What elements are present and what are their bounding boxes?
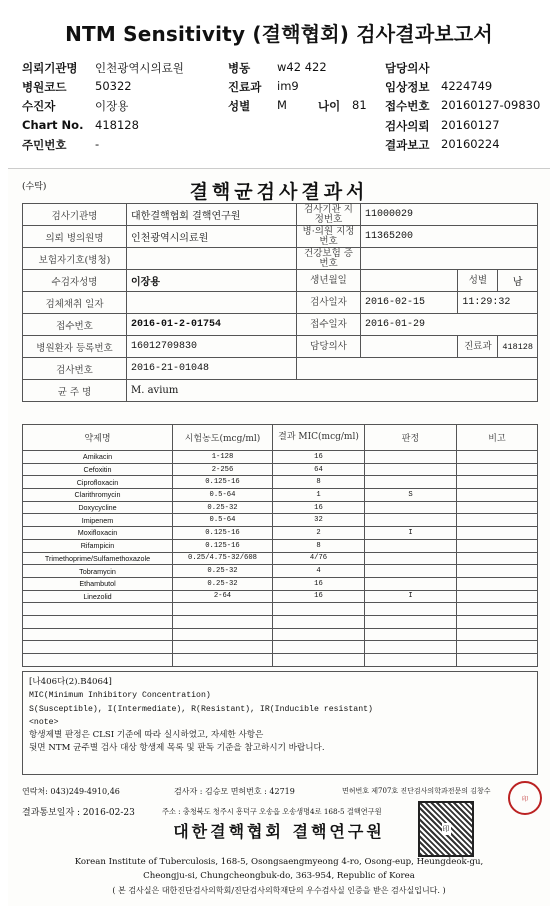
cell-conc: 0.125-16 — [173, 476, 273, 489]
recv-no-value: 2016-01-2-01754 — [127, 314, 297, 336]
birth-value — [361, 270, 458, 292]
cell-conc: 0.5-64 — [173, 489, 273, 502]
receipt-no-label: 접수번호 — [385, 99, 430, 113]
report-tag: (수탁) — [22, 182, 47, 192]
cell-mic: 16 — [273, 577, 365, 590]
table-row — [23, 552, 538, 565]
chart-no-label: Chart No. — [22, 118, 84, 132]
dept-label: 진료과 — [228, 80, 262, 94]
table-row — [23, 577, 538, 590]
cell-note — [457, 654, 538, 667]
test-time-value: 11:29:32 — [458, 292, 538, 314]
test-date-label: 검사일자 — [297, 292, 361, 314]
cell-mic: 4 — [273, 565, 365, 578]
cell-note — [457, 628, 538, 641]
cell-conc: 2-64 — [173, 590, 273, 603]
cell-name — [23, 603, 173, 616]
cell-conc: 1-128 — [173, 451, 273, 464]
cell-judge: I — [365, 527, 457, 540]
doctor-label: 담당의사 — [385, 61, 430, 75]
table-row — [23, 603, 538, 616]
cell-conc: 0.25-32 — [173, 577, 273, 590]
cell-note — [457, 615, 538, 628]
lab-no-label: 검사기관 지정번호 — [297, 204, 361, 226]
cell-conc — [173, 641, 273, 654]
dept-r-label: 진료과 — [458, 336, 498, 358]
cell-mic — [273, 641, 365, 654]
test-date-value: 2016-02-15 — [361, 292, 458, 314]
patient-label: 수진자 — [22, 99, 56, 113]
col-conc: 시험농도(mcg/ml) — [173, 425, 273, 451]
patient-name-label: 수검자성명 — [23, 270, 127, 292]
cell-mic: 64 — [273, 463, 365, 476]
cell-name — [23, 615, 173, 628]
cell-conc: 2-256 — [173, 463, 273, 476]
cell-conc — [173, 603, 273, 616]
clinical-info-value: 4224749 — [441, 79, 493, 93]
cell-conc: 0.25/4.75-32/608 — [173, 552, 273, 565]
cell-note — [457, 451, 538, 464]
cell-mic — [273, 654, 365, 667]
cell-conc: 0.125-16 — [173, 539, 273, 552]
cell-name: Imipenem — [23, 514, 173, 527]
cell-mic — [273, 615, 365, 628]
cell-mic: 1 — [273, 489, 365, 502]
cell-note — [457, 527, 538, 540]
cell-judge — [365, 501, 457, 514]
hospital-value: 인천광역시의료원 — [95, 61, 184, 75]
doctor-r-value — [361, 336, 458, 358]
hospital-label: 의뢰기관명 — [22, 61, 78, 75]
collect-date-label: 검체채취 일자 — [23, 292, 127, 314]
doctor-r-label: 담당의사 — [297, 336, 361, 358]
notes-box — [22, 671, 538, 775]
resident-no-value: - — [95, 137, 100, 151]
sex-value: M — [277, 98, 287, 112]
ward-value: w42 422 — [277, 60, 327, 74]
table-row — [23, 476, 538, 489]
cell-mic: 4/76 — [273, 552, 365, 565]
dept-value: im9 — [277, 79, 299, 93]
cell-mic: 8 — [273, 476, 365, 489]
cell-name: Moxifloxacin — [23, 527, 173, 540]
cell-judge — [365, 451, 457, 464]
test-no-label: 검사번호 — [23, 358, 127, 380]
cell-note — [457, 590, 538, 603]
recv-no-label: 접수번호 — [23, 314, 127, 336]
sex-label: 성별 — [228, 99, 251, 113]
sensitivity-table — [22, 424, 538, 667]
health-ins-value — [361, 248, 538, 270]
cell-name: Doxycycline — [23, 501, 173, 514]
species-label: 균 주 명 — [23, 380, 127, 402]
cell-conc: 0.5-64 — [173, 514, 273, 527]
cell-note — [457, 501, 538, 514]
cell-mic: 2 — [273, 527, 365, 540]
chart-no-value: 418128 — [95, 118, 139, 132]
lab-name-label: 검사기관명 — [23, 204, 127, 226]
cell-judge — [365, 577, 457, 590]
health-ins-label: 건강보험 증번호 — [297, 248, 361, 270]
cell-conc — [173, 654, 273, 667]
cell-name — [23, 641, 173, 654]
table-row — [23, 463, 538, 476]
address-en-2: Cheongju-si, Chungcheongbuk-do, 363-954, Republic of Korea — [143, 871, 415, 881]
footer-license: 면허번호 제707호 진단검사의학과전문의 김창수 — [342, 787, 491, 795]
request-date-value: 20160127 — [441, 118, 500, 132]
cell-note — [457, 603, 538, 616]
cell-judge — [365, 615, 457, 628]
table-row — [23, 501, 538, 514]
reg-no-label: 병원환자 등록번호 — [23, 336, 127, 358]
collect-date-value — [127, 292, 297, 314]
col-judge: 판정 — [365, 425, 457, 451]
cell-conc: 0.25-32 — [173, 501, 273, 514]
footer-address-kr: 주소 : 충청북도 청주시 흥덕구 오송읍 오송생명4로 168-5 결핵연구원 — [162, 807, 382, 816]
note-line: MIC(Minimum Inhibitory Concentration) — [29, 691, 211, 701]
cell-conc — [173, 628, 273, 641]
cell-judge — [365, 641, 457, 654]
patient-name-value: 이장용 — [127, 270, 297, 292]
hosp-value: 인천광역시의료원 — [127, 226, 297, 248]
table-row — [23, 565, 538, 578]
species-value: M. avium — [127, 380, 538, 402]
cell-mic — [273, 628, 365, 641]
patient-value: 이장용 — [95, 99, 129, 113]
sex-r-value: 남 — [498, 270, 538, 292]
cell-note — [457, 476, 538, 489]
patient-info-table — [22, 203, 538, 402]
cell-mic: 32 — [273, 514, 365, 527]
table-row — [23, 451, 538, 464]
cell-note — [457, 489, 538, 502]
receipt-no-value: 20160127-09830 — [441, 98, 541, 112]
cell-conc: 0.125-16 — [173, 527, 273, 540]
cell-conc: 0.25-32 — [173, 565, 273, 578]
cell-judge — [365, 476, 457, 489]
address-en-1: Korean Institute of Tuberculosis, 168-5, Osongsaengmyeong 4-ro, Osong-eup, Heungdeok-gu, — [74, 857, 484, 867]
birth-label: 생년월일 — [297, 270, 361, 292]
cell-name: Cefoxitin — [23, 463, 173, 476]
age-value: 81 — [352, 98, 367, 112]
cell-judge — [365, 603, 457, 616]
lab-name-value: 대한결핵협회 결핵연구원 — [127, 204, 297, 226]
cell-note — [457, 641, 538, 654]
cell-name: Ethambutol — [23, 577, 173, 590]
cell-note — [457, 552, 538, 565]
cell-judge — [365, 628, 457, 641]
hosp-no-label: 병·의원 지정번호 — [297, 226, 361, 248]
table-row — [23, 654, 538, 667]
note-line: [나406다(2).B4064] — [29, 677, 112, 687]
cell-mic — [273, 603, 365, 616]
cell-note — [457, 463, 538, 476]
disclaimer: ( 본 검사실은 대한진단검사의학회/진단검사의학재단의 우수검사실 인증을 받은 검사실입니다. ) — [112, 886, 446, 895]
cell-mic: 8 — [273, 539, 365, 552]
report-date-label: 결과보고 — [385, 138, 430, 152]
table-row — [23, 539, 538, 552]
hosp-no-value: 11365200 — [361, 226, 538, 248]
cell-judge: S — [365, 489, 457, 502]
age-label: 나이 — [318, 99, 341, 113]
table-row — [23, 615, 538, 628]
cell-name — [23, 654, 173, 667]
cell-note — [457, 514, 538, 527]
cell-note — [457, 565, 538, 578]
note-line: 항생제별 판정은 CLSI 기준에 따라 실시하였고, 자세한 사항은 — [29, 730, 264, 741]
sex-r-label: 성별 — [458, 270, 498, 292]
hospital-code-value: 50322 — [95, 79, 132, 93]
table-row — [23, 527, 538, 540]
test-no-value: 2016-21-01048 — [127, 358, 297, 380]
cell-judge — [365, 552, 457, 565]
note-line: 뒷면 NTM 균주별 검사 대상 항생제 목록 및 판독 기준을 참고하시기 바랍니다. — [29, 743, 325, 754]
cell-judge — [365, 654, 457, 667]
cell-conc — [173, 615, 273, 628]
cell-name: Amikacin — [23, 451, 173, 464]
cell-name: Tobramycin — [23, 565, 173, 578]
resident-no-label: 주민번호 — [22, 138, 67, 152]
cell-mic: 16 — [273, 451, 365, 464]
cell-name: Trimethoprime/Sulfamethoxazole — [23, 552, 173, 565]
cell-name — [23, 628, 173, 641]
cell-note — [457, 577, 538, 590]
note-line: <note> — [29, 717, 59, 727]
col-note: 비고 — [457, 425, 538, 451]
note-line: S(Susceptible), I(Intermediate), R(Resistant), IR(Inducible resistant) — [29, 704, 373, 714]
cell-judge: I — [365, 590, 457, 603]
cell-judge — [365, 463, 457, 476]
report-date-value: 20160224 — [441, 137, 500, 151]
report-title: 결핵균검사결과서 — [189, 181, 369, 203]
recv-date-label: 접수일자 — [297, 314, 361, 336]
table-row — [23, 628, 538, 641]
scanned-report — [8, 168, 550, 906]
insurance-value — [127, 248, 297, 270]
doctor-seal: 印 — [508, 781, 542, 815]
table-row — [23, 590, 538, 603]
cell-name: Rifampicin — [23, 539, 173, 552]
reg-no-value: 16012709830 — [127, 336, 297, 358]
cell-judge — [365, 565, 457, 578]
cell-name: Ciprofloxacin — [23, 476, 173, 489]
cell-name: Linezolid — [23, 590, 173, 603]
col-mic: 결과 MIC(mcg/ml) — [273, 425, 365, 451]
cell-note — [457, 539, 538, 552]
col-drug: 약제명 — [23, 425, 173, 451]
recv-date-value: 2016-01-29 — [361, 314, 538, 336]
cell-judge — [365, 514, 457, 527]
clinical-info-label: 임상정보 — [385, 80, 430, 94]
cell-mic: 16 — [273, 590, 365, 603]
insurance-label: 보험자기호(병청) — [23, 248, 127, 270]
footer-report-date: 결과통보일자 : 2016-02-23 — [22, 808, 135, 818]
dept-r-value: 418128 — [498, 336, 538, 358]
ward-label: 병동 — [228, 61, 251, 75]
institute-name: 대한결핵협회 결핵연구원 — [173, 822, 385, 841]
footer-examiner: 검사자 : 김승모 면허번호 : 42719 — [174, 787, 295, 796]
cell-judge — [365, 539, 457, 552]
footer-phone: 연락처: 043)249-4910,46 — [22, 787, 120, 796]
cell-name: Clarithromycin — [23, 489, 173, 502]
table-row — [23, 641, 538, 654]
lab-no-value: 11000029 — [361, 204, 538, 226]
hospital-code-label: 병원코드 — [22, 80, 67, 94]
table-row — [23, 514, 538, 527]
cell-mic: 16 — [273, 501, 365, 514]
page-title: NTM Sensitivity (결핵협회) 검사결과보고서 — [65, 22, 493, 46]
table-row — [23, 489, 538, 502]
test-no-blank — [297, 358, 538, 380]
official-stamp: 印 — [418, 801, 474, 857]
hosp-label: 의뢰 병의원명 — [23, 226, 127, 248]
request-date-label: 검사의뢰 — [385, 119, 430, 133]
